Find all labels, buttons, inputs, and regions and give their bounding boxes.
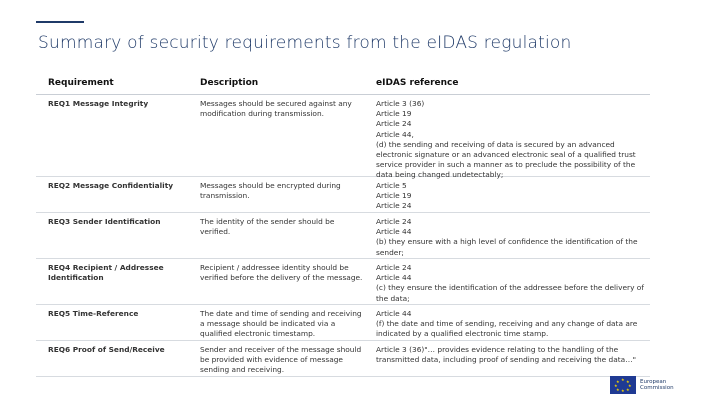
requirement-cell: REQ1 Message Integrity	[48, 99, 149, 108]
requirement-cell: REQ4 Recipient / Addressee Identification	[48, 263, 164, 283]
description-cell: The date and time of sending and receiving a message should be indicated via a qualified electronic timestamp.	[200, 309, 362, 339]
requirement-cell: REQ3 Sender Identification	[48, 217, 161, 226]
reference-cell: Article 24 Article 44 (b) they ensure with a high level of confidence the identification of the sender;	[376, 217, 638, 257]
requirement-cell: REQ6 Proof of Send/Receive	[48, 345, 165, 354]
table-row	[36, 341, 650, 377]
requirement-cell: REQ5 Time-Reference	[48, 309, 139, 318]
logo-text: European Commission	[640, 378, 674, 391]
reference-cell: Article 3 (36)"… provides evidence relating to the handling of the transmitted data, including proof of sending and receiving the data…"	[376, 345, 636, 365]
table-row	[36, 95, 650, 180]
header-requirement: Requirement	[48, 78, 114, 88]
table-row	[36, 259, 650, 305]
requirements-table	[36, 72, 650, 377]
requirement-cell: REQ2 Message Confidentiality	[48, 181, 174, 190]
description-cell: Messages should be encrypted during transmission.	[200, 181, 341, 201]
description-cell: Sender and receiver of the message should be provided with evidence of message sending and receiving.	[200, 345, 362, 375]
table-row	[36, 177, 650, 213]
table-header-row	[36, 72, 650, 95]
eu-flag-icon: ★ ★ ★ ★ ★ ★ ★ ★	[610, 376, 636, 394]
title-accent-line	[36, 21, 84, 23]
reference-cell: Article 44 (f) the date and time of sending, receiving and any change of data are indicated by a qualified electronic time stamp.	[376, 309, 638, 339]
table-row	[36, 213, 650, 259]
page-title: Summary of security requirements from the eIDAS regulation	[38, 33, 572, 53]
european-commission-logo	[610, 375, 690, 395]
table-row	[36, 305, 650, 341]
reference-cell: Article 5 Article 19 Article 24	[376, 181, 412, 211]
header-eidas-reference: eIDAS reference	[376, 78, 459, 88]
reference-cell: Article 3 (36) Article 19 Article 24 Article 44, (d) the sending and receiving of data is secured by an advanced electronic signature or an advanced electronic seal of a qualified trust service provider in such a manner as to preclude the possibility of the data being changed undetectably;	[376, 99, 636, 180]
reference-cell: Article 24 Article 44 (c) they ensure the identification of the addressee before the delivery of the data;	[376, 263, 644, 303]
description-cell: Messages should be secured against any modification during transmission.	[200, 99, 352, 119]
header-description: Description	[200, 78, 259, 88]
description-cell: Recipient / addressee identity should be verified before the delivery of the message.	[200, 263, 363, 283]
description-cell: The identity of the sender should be verified.	[200, 217, 335, 237]
